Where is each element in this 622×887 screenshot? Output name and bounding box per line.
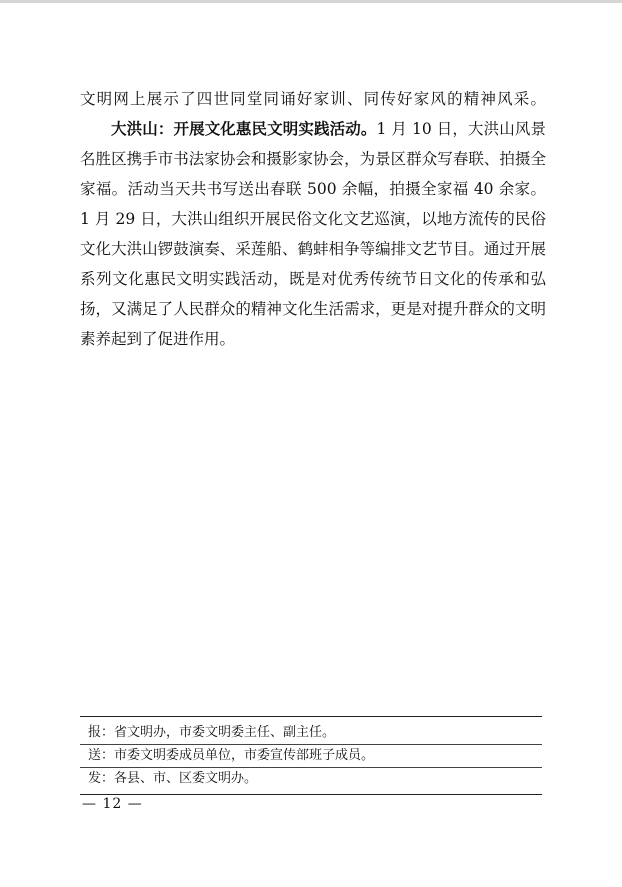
top-border — [0, 0, 622, 3]
distribution-report: 报：省文明办，市委文明委主任、副主任。 — [88, 725, 336, 740]
distribution-issue: 发：各县、市、区委文明办。 — [80, 767, 542, 790]
document-body — [80, 84, 546, 354]
page-number: — 12 — — [82, 796, 143, 812]
distribution-send: 送：市委文明委成员单位，市委宣传部班子成员。 — [80, 744, 542, 767]
paragraph-continuation: 文明网上展示了四世同堂同诵好家训、同传好家风的精神风采。 — [80, 90, 546, 108]
paragraph-dahongshan — [80, 114, 546, 354]
paragraph-text: 1 月 10 日，大洪山风景名胜区携手市书法家协会和摄影家协会，为景区群众写春联、拍摄全家福。活动当天共书写送出春联 500 余幅，拍摄全家福 40 余家。1 月 29 日，大洪山组织开展民俗文化文艺巡演，以地方流传的民俗文化大洪山锣鼓演奏、采莲船、鹤蚌相争等编排文艺节目。通过开展系列文化惠民文明实践活动，既是对优秀传统节日文化的传承和弘扬，又满足了人民群众的精神文化生活需求，更是对提升群众的文明素养起到了促进作用。 — [80, 120, 546, 348]
distribution-list — [80, 716, 542, 795]
paragraph-heading: 大洪山：开展文化惠民文明实践活动。 — [111, 120, 377, 138]
